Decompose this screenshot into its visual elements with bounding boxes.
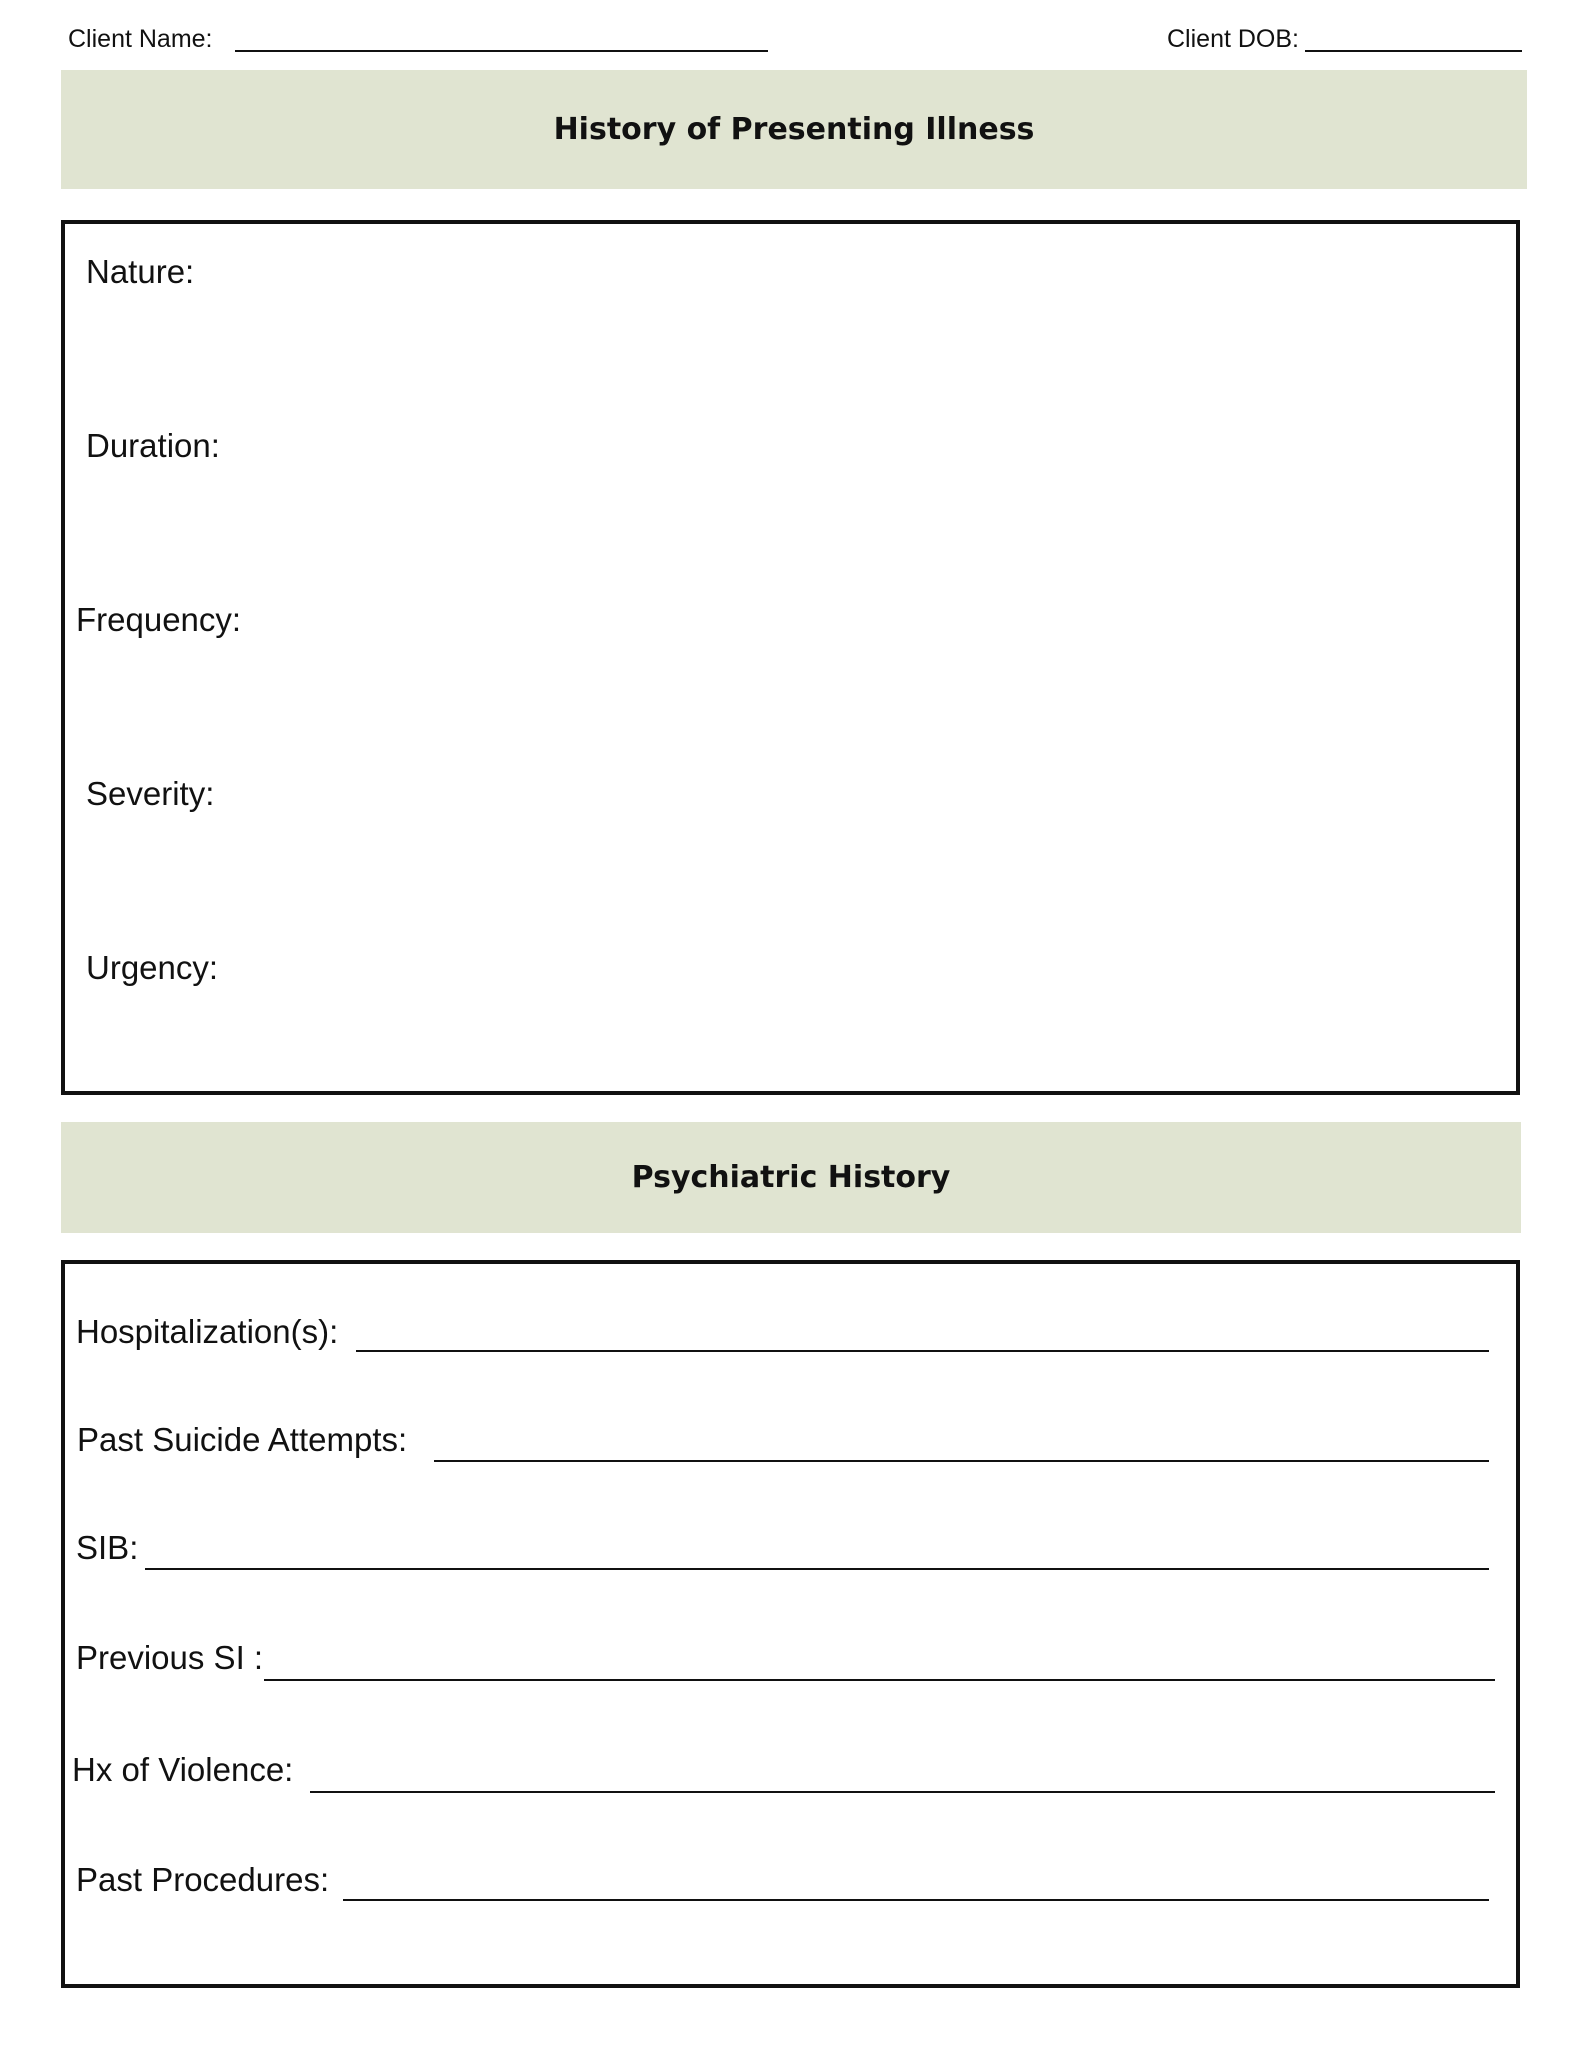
hpi-header-bar: [61, 70, 1527, 189]
client-name-label: Client Name:: [68, 25, 213, 53]
hpi-section-title: History of Presenting Illness: [553, 112, 1035, 147]
hospitalizations-field[interactable]: [356, 1350, 1489, 1352]
past-suicide-attempts-field[interactable]: [434, 1460, 1489, 1462]
psych-box: [61, 1260, 1520, 1988]
severity-label: Severity:: [86, 775, 215, 812]
client-dob-field[interactable]: [1305, 50, 1522, 52]
urgency-label: Urgency:: [86, 949, 219, 986]
nature-label: Nature:: [86, 253, 195, 290]
past-procedures-label: Past Procedures:: [76, 1861, 330, 1898]
hx-of-violence-label: Hx of Violence:: [72, 1751, 294, 1788]
duration-label: Duration:: [86, 427, 220, 464]
client-dob-label: Client DOB:: [1167, 25, 1299, 53]
past-suicide-attempts-label: Past Suicide Attempts:: [77, 1421, 408, 1458]
sib-field[interactable]: [145, 1568, 1489, 1570]
previous-si-label: Previous SI :: [76, 1639, 264, 1676]
hpi-box: [61, 220, 1520, 1095]
psych-header-bar: [61, 1122, 1521, 1233]
sib-label: SIB:: [76, 1529, 139, 1566]
frequency-label: Frequency:: [76, 601, 242, 638]
past-procedures-field[interactable]: [343, 1899, 1489, 1901]
previous-si-field[interactable]: [264, 1679, 1495, 1681]
hx-of-violence-field[interactable]: [310, 1791, 1495, 1793]
psych-section-title: Psychiatric History: [631, 1160, 951, 1195]
client-name-field[interactable]: [235, 50, 768, 52]
hospitalizations-label: Hospitalization(s):: [76, 1313, 339, 1350]
